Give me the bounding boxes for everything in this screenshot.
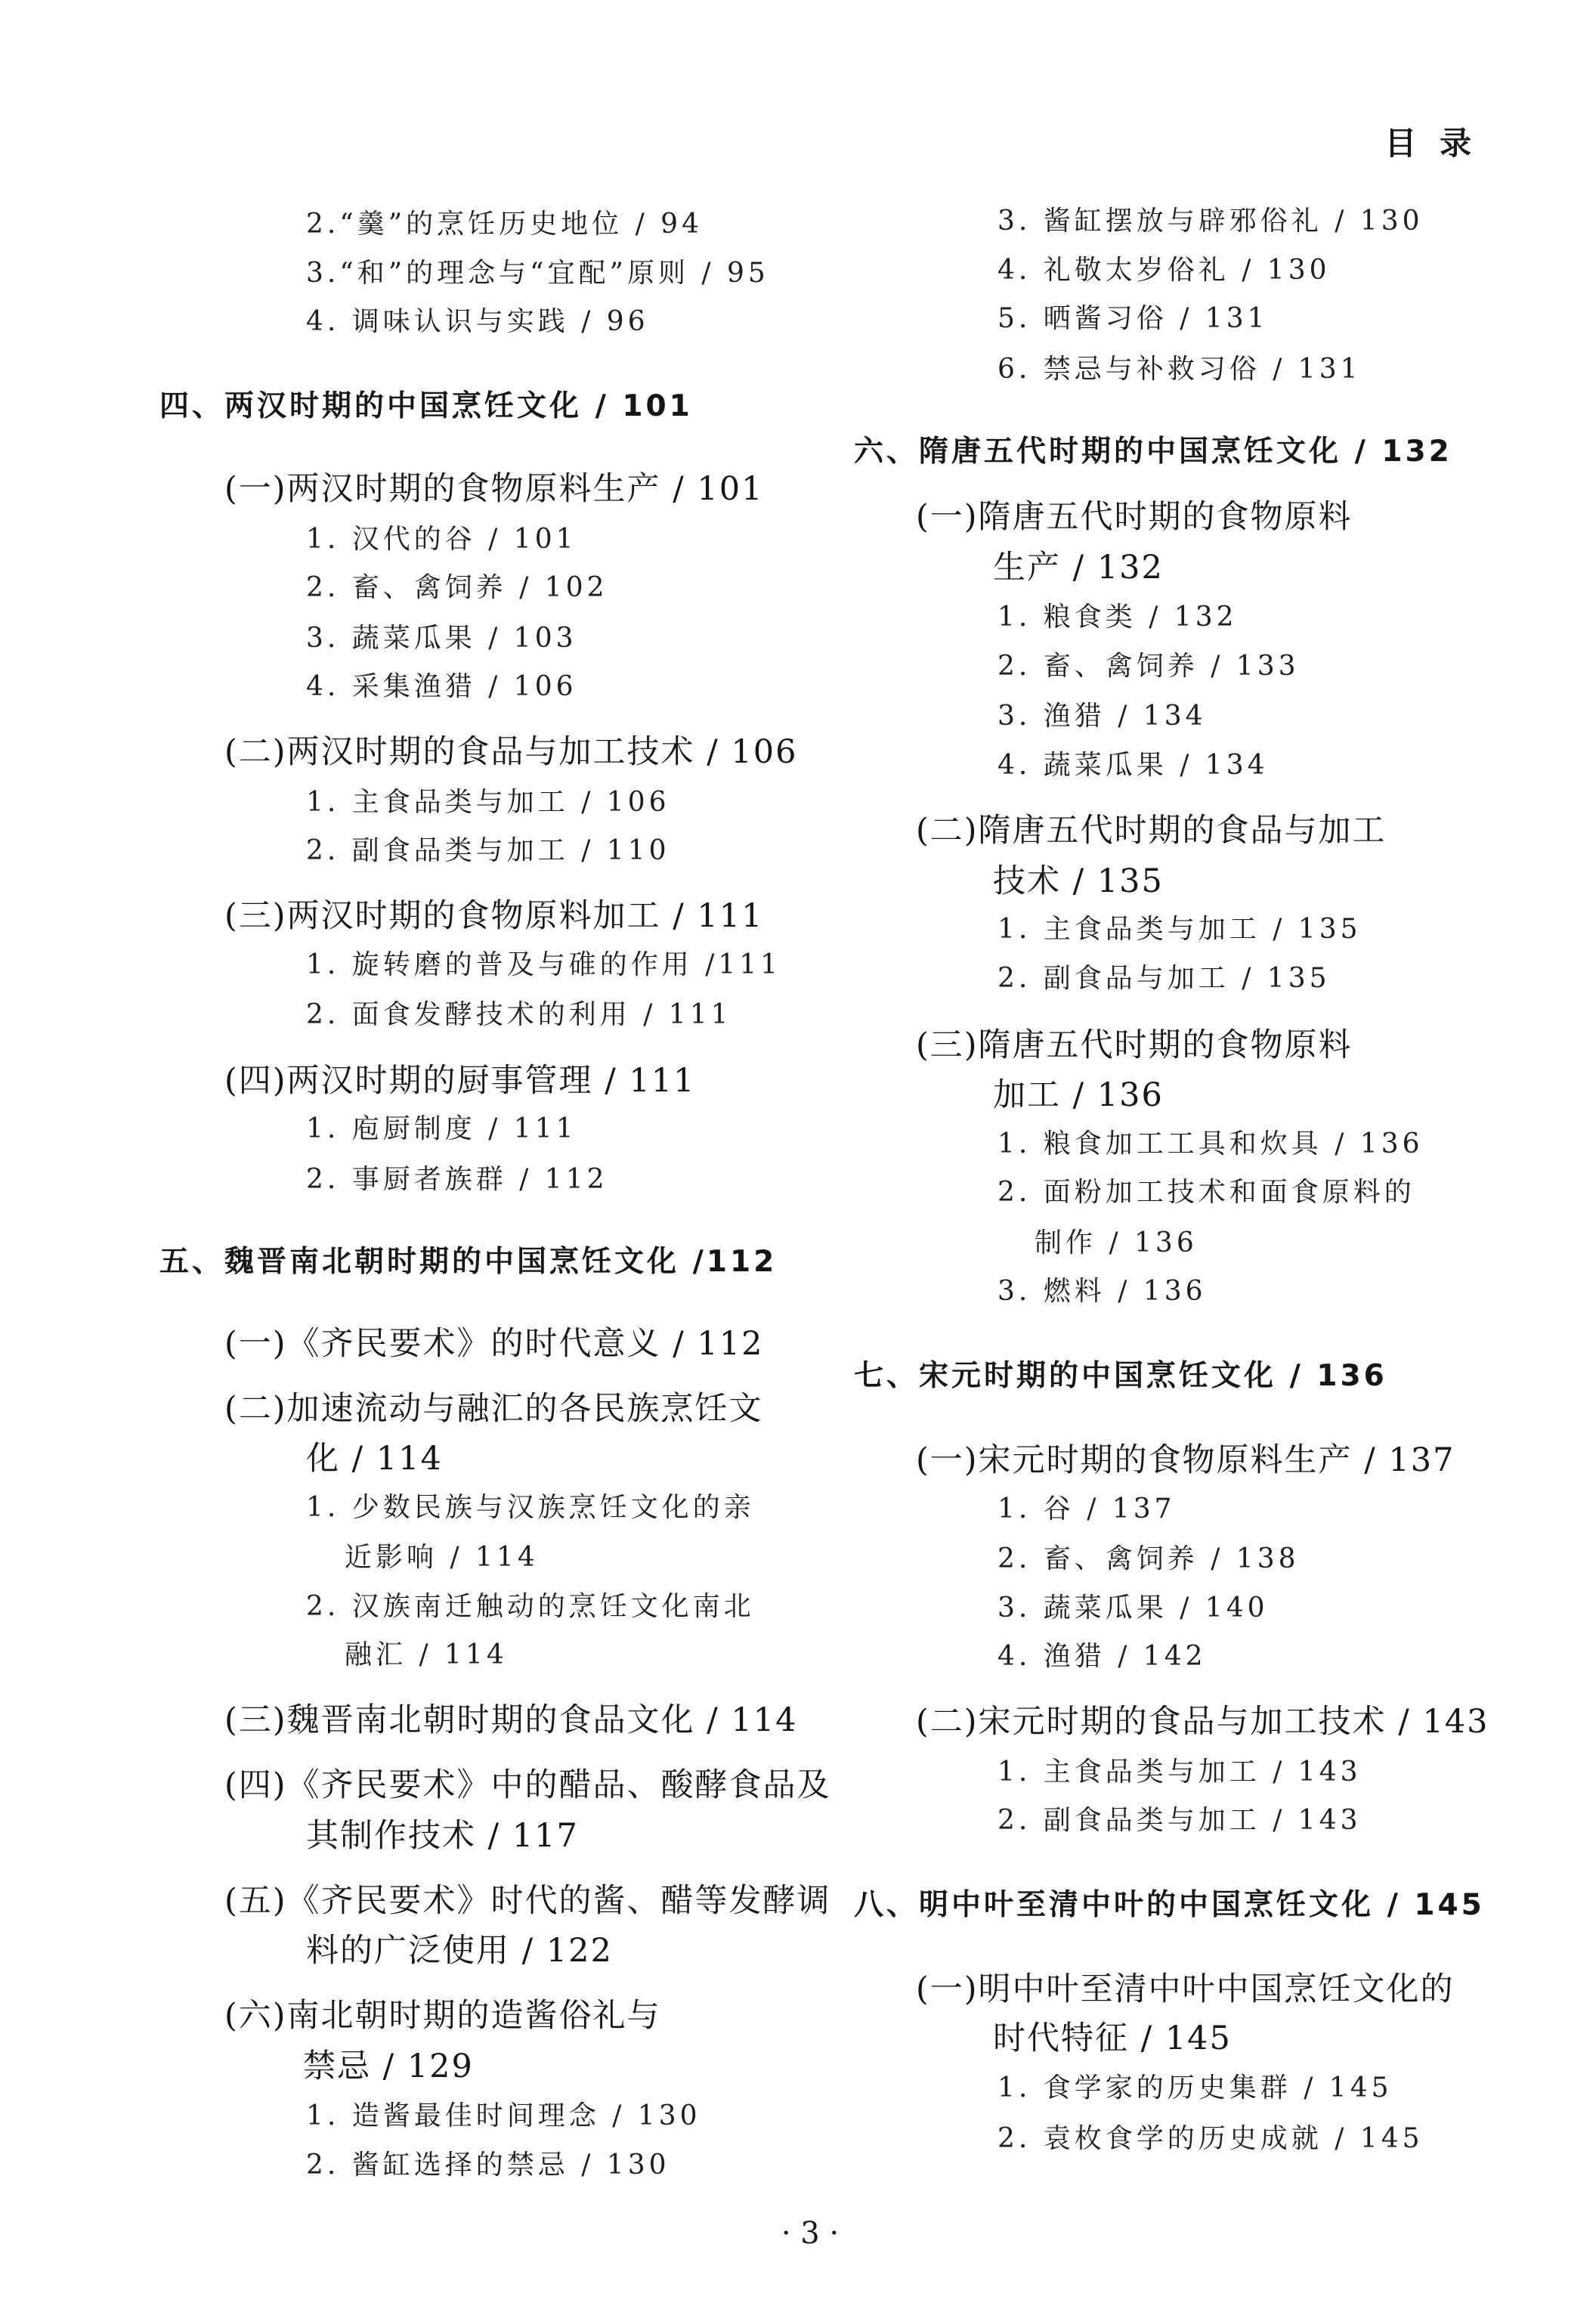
toc-entry-continuation: 技术 / 135 — [993, 862, 1164, 900]
toc-part-heading: 七、宋元时期的中国烹饪文化 / 136 — [854, 1359, 1387, 1393]
toc-subitem: 1. 主食品类与加工 / 143 — [998, 1757, 1362, 1788]
toc-subitem: 4. 调味认识与实践 / 96 — [306, 306, 649, 337]
toc-subitem: 4. 采集渔猎 / 106 — [306, 671, 577, 702]
toc-subitem: 5. 晒酱习俗 / 131 — [998, 303, 1269, 334]
toc-chapter-entry: (三)隋唐五代时期的食物原料 — [916, 1026, 1353, 1064]
toc-subitem: 1. 少数民族与汉族烹饪文化的亲 — [306, 1492, 755, 1523]
toc-subitem: 1. 粮食加工工具和炊具 / 136 — [998, 1128, 1424, 1159]
toc-entry-continuation: 融汇 / 114 — [345, 1639, 508, 1670]
toc-subitem: 3. 蔬菜瓜果 / 140 — [998, 1593, 1269, 1624]
toc-subitem: 4. 渔猎 / 142 — [998, 1641, 1207, 1672]
toc-chapter-entry: (四)《齐民要术》中的醋品、酸酵食品及 — [224, 1766, 831, 1804]
toc-subitem: 2. 副食品与加工 / 135 — [998, 963, 1331, 994]
toc-subitem: 2. 事厨者族群 / 112 — [306, 1164, 608, 1195]
toc-chapter-entry: (二)加速流动与融汇的各民族烹饪文 — [224, 1390, 763, 1428]
toc-subitem: 2. 酱缸选择的禁忌 / 130 — [306, 2150, 670, 2181]
toc-entry-continuation: 加工 / 136 — [993, 1076, 1164, 1114]
running-header-title: 目 录 — [1384, 125, 1477, 162]
toc-subitem: 2. 袁枚食学的历史成就 / 145 — [998, 2123, 1424, 2154]
toc-subitem: 2. 畜、禽饲养 / 102 — [306, 572, 608, 603]
toc-subitem: 3.“和”的理念与“宜配”原则 / 95 — [306, 258, 769, 289]
toc-subitem: 1. 食学家的历史集群 / 145 — [998, 2072, 1393, 2103]
toc-chapter-entry: (五)《齐民要术》时代的酱、醋等发酵调 — [224, 1882, 831, 1920]
toc-entry-continuation: 料的广泛使用 / 122 — [306, 1932, 613, 1970]
toc-subitem: 2. 汉族南迁触动的烹饪文化南北 — [306, 1591, 755, 1622]
page-number: · 3 · — [781, 2216, 840, 2251]
toc-entry-continuation: 其制作技术 / 117 — [306, 1817, 579, 1855]
toc-chapter-entry: (三)两汉时期的食物原料加工 / 111 — [224, 897, 764, 935]
toc-part-heading: 四、两汉时期的中国烹饪文化 / 101 — [159, 389, 693, 423]
toc-subitem: 2. 副食品类与加工 / 110 — [306, 835, 670, 866]
toc-chapter-entry: (三)魏晋南北朝时期的食品文化 / 114 — [224, 1701, 798, 1739]
toc-entry-continuation: 禁忌 / 129 — [303, 2048, 474, 2085]
toc-entry-continuation: 生产 / 132 — [993, 549, 1164, 587]
toc-entry-continuation: 时代特征 / 145 — [993, 2020, 1232, 2057]
toc-subitem: 2. 副食品类与加工 / 143 — [998, 1805, 1362, 1836]
toc-subitem: 1. 造酱最佳时间理念 / 130 — [306, 2100, 701, 2131]
toc-chapter-entry: (一)《齐民要术》的时代意义 / 112 — [224, 1325, 764, 1363]
toc-subitem: 2. 畜、禽饲养 / 138 — [998, 1543, 1300, 1574]
toc-subitem: 1. 旋转磨的普及与碓的作用 /111 — [306, 949, 782, 980]
toc-subitem: 6. 禁忌与补救习俗 / 131 — [998, 354, 1362, 385]
toc-subitem: 1. 主食品类与加工 / 135 — [998, 914, 1362, 945]
toc-chapter-entry: (四)两汉时期的厨事管理 / 111 — [224, 1062, 696, 1100]
toc-subitem: 2. 面粉加工技术和面食原料的 — [998, 1177, 1415, 1208]
toc-entry-continuation: 化 / 114 — [306, 1440, 443, 1478]
toc-subitem: 1. 谷 / 137 — [998, 1494, 1176, 1524]
toc-part-heading: 六、隋唐五代时期的中国烹饪文化 / 132 — [854, 435, 1452, 469]
toc-part-heading: 八、明中叶至清中叶的中国烹饪文化 / 145 — [854, 1888, 1485, 1922]
toc-subitem: 1. 粮食类 / 132 — [998, 602, 1238, 633]
toc-subitem: 3. 燃料 / 136 — [998, 1276, 1207, 1307]
toc-chapter-entry: (二)两汉时期的食品与加工技术 / 106 — [224, 733, 798, 771]
toc-chapter-entry: (二)宋元时期的食品与加工技术 / 143 — [916, 1703, 1489, 1741]
toc-chapter-entry: (六)南北朝时期的造酱俗礼与 — [224, 1997, 661, 2035]
toc-subitem: 4. 礼敬太岁俗礼 / 130 — [998, 255, 1331, 286]
toc-part-heading: 五、魏晋南北朝时期的中国烹饪文化 /112 — [159, 1245, 778, 1279]
toc-subitem: 2. 面食发酵技术的利用 / 111 — [306, 999, 732, 1030]
toc-chapter-entry: (二)隋唐五代时期的食品与加工 — [916, 812, 1387, 850]
toc-subitem: 3. 渔猎 / 134 — [998, 701, 1207, 732]
toc-subitem: 2. 畜、禽饲养 / 133 — [998, 651, 1300, 682]
toc-chapter-entry: (一)两汉时期的食物原料生产 / 101 — [224, 470, 764, 508]
toc-subitem: 1. 主食品类与加工 / 106 — [306, 787, 670, 818]
toc-chapter-entry: (一)隋唐五代时期的食物原料 — [916, 498, 1353, 536]
toc-chapter-entry: (一)明中叶至清中叶中国烹饪文化的 — [916, 1970, 1455, 2008]
toc-subitem: 1. 庖厨制度 / 111 — [306, 1113, 577, 1144]
toc-chapter-entry: (一)宋元时期的食物原料生产 / 137 — [916, 1441, 1455, 1479]
toc-entry-continuation: 近影响 / 114 — [345, 1542, 539, 1573]
toc-subitem: 3. 蔬菜瓜果 / 103 — [306, 623, 577, 654]
toc-entry-continuation: 制作 / 136 — [1035, 1227, 1198, 1258]
toc-subitem: 2.“羹”的烹饪历史地位 / 94 — [306, 209, 703, 240]
toc-subitem: 4. 蔬菜瓜果 / 134 — [998, 750, 1269, 781]
toc-subitem: 1. 汉代的谷 / 101 — [306, 524, 577, 555]
toc-subitem: 3. 酱缸摆放与辟邪俗礼 / 130 — [998, 206, 1424, 237]
